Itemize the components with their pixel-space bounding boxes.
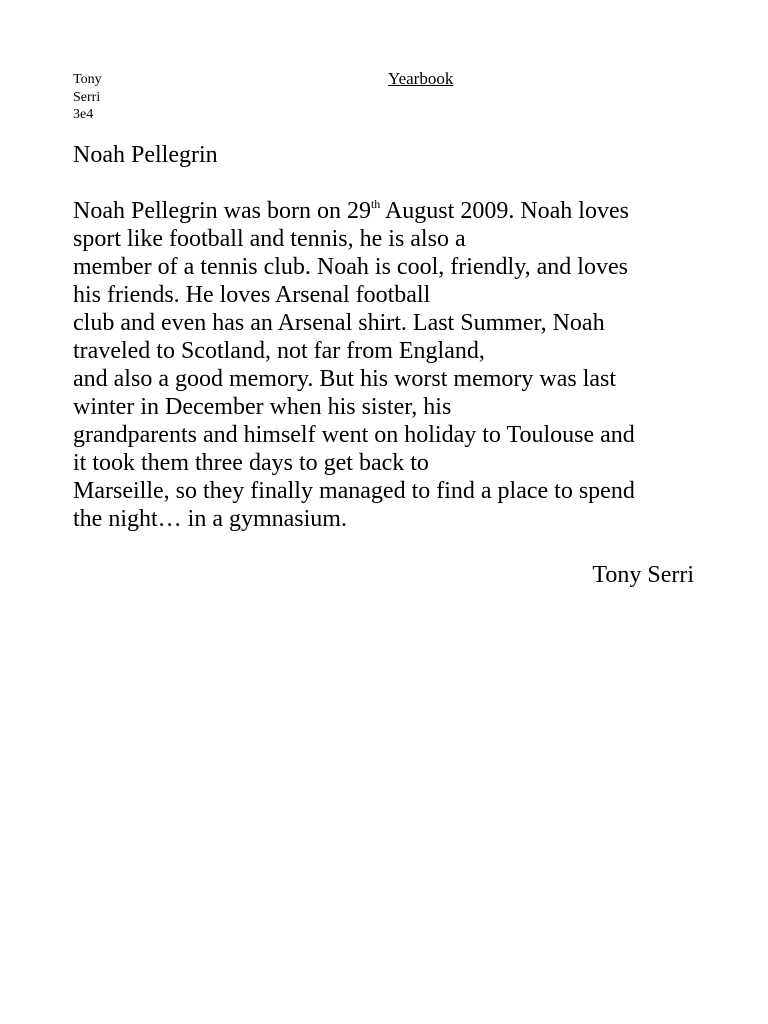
body-line-text: Noah Pellegrin was born on 29 bbox=[73, 198, 371, 224]
body-line: sport like football and tennis, he is also a bbox=[73, 226, 466, 252]
body-line: grandparents and himself went on holiday to Toulouse and bbox=[73, 422, 635, 448]
body-paragraph bbox=[73, 197, 693, 533]
body-line bbox=[73, 197, 693, 225]
author-first-name: Tony bbox=[73, 72, 102, 87]
body-line: member of a tennis club. Noah is cool, friendly, and loves bbox=[73, 254, 628, 280]
body-line: and also a good memory. But his worst memory was last bbox=[73, 366, 617, 392]
author-block bbox=[73, 71, 102, 124]
ordinal-suffix: th bbox=[370, 197, 381, 211]
signature: Tony Serri bbox=[592, 562, 694, 588]
body-line: Marseille, so they finally managed to find a place to spend bbox=[73, 478, 635, 504]
body-line: his friends. He loves Arsenal football bbox=[73, 282, 431, 308]
body-line-text: August 2009. Noah loves bbox=[380, 198, 629, 224]
body-line: it took them three days to get back to bbox=[73, 450, 429, 476]
body-line: traveled to Scotland, not far from England, bbox=[73, 338, 485, 364]
body-line: winter in December when his sister, his bbox=[73, 394, 452, 420]
body-line: the night… in a gymnasium. bbox=[73, 506, 347, 532]
subject-name: Noah Pellegrin bbox=[73, 142, 218, 168]
author-class: 3e4 bbox=[73, 107, 94, 122]
body-line: club and even has an Arsenal shirt. Last Summer, Noah bbox=[73, 310, 605, 336]
document-title: Yearbook bbox=[388, 69, 454, 88]
author-last-name: Serri bbox=[73, 89, 101, 105]
